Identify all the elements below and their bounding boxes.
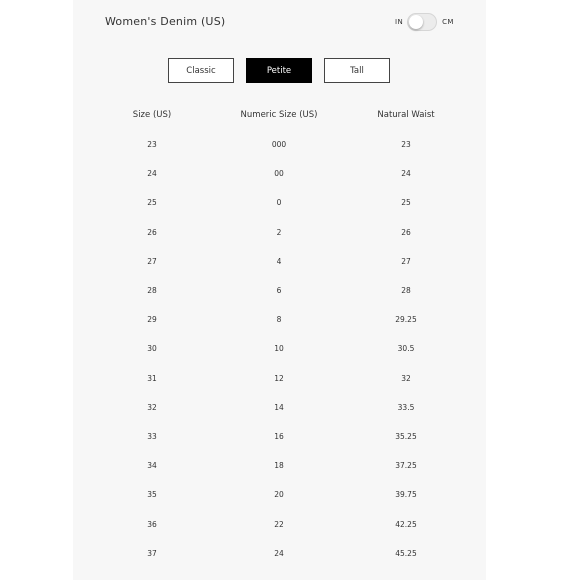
size-cell: 33 bbox=[147, 432, 157, 441]
unit-label-in: IN bbox=[395, 18, 404, 26]
size-cell: 35 bbox=[147, 490, 157, 500]
size-cell: 24 bbox=[147, 169, 157, 179]
column-header-natural-waist: Natural Waist bbox=[377, 110, 435, 120]
natural-waist-cell: 37.25 bbox=[395, 461, 417, 471]
page-title: Women's Denim (US) bbox=[105, 15, 226, 28]
natural-waist-cell: 39.75 bbox=[395, 490, 417, 500]
numeric-size-cell: 14 bbox=[274, 402, 284, 412]
unit-toggle[interactable] bbox=[395, 12, 454, 32]
size-cell: 31 bbox=[147, 373, 157, 383]
natural-waist-cell: 24 bbox=[401, 169, 411, 179]
size-cell: 27 bbox=[147, 256, 157, 266]
numeric-size-cell: 24 bbox=[274, 548, 284, 558]
unit-switch[interactable] bbox=[407, 13, 437, 31]
natural-waist-cell: 33.5 bbox=[397, 402, 415, 412]
natural-waist-cell: 32 bbox=[401, 373, 411, 383]
numeric-size-cell: 2 bbox=[276, 227, 282, 237]
natural-waist-cell: 23 bbox=[401, 140, 411, 149]
fit-tabs bbox=[168, 58, 390, 83]
size-cell: 36 bbox=[147, 519, 157, 529]
numeric-size-cell: 000 bbox=[271, 140, 287, 149]
natural-waist-cell: 45.25 bbox=[395, 548, 417, 558]
numeric-size-cell: 8 bbox=[276, 315, 282, 325]
numeric-size-cell: 22 bbox=[274, 519, 284, 529]
natural-waist-cell: 35.25 bbox=[395, 432, 417, 441]
numeric-size-cell: 6 bbox=[276, 286, 282, 295]
numeric-size-cell: 10 bbox=[274, 344, 284, 354]
natural-waist-cell: 27 bbox=[401, 256, 411, 266]
numeric-size-cell: 16 bbox=[274, 432, 284, 441]
numeric-size-cell: 20 bbox=[274, 490, 284, 500]
natural-waist-cell: 25 bbox=[401, 198, 411, 208]
tab-classic[interactable]: Classic bbox=[168, 58, 234, 83]
size-cell: 23 bbox=[147, 140, 157, 149]
natural-waist-cell: 29.25 bbox=[395, 315, 417, 325]
size-cell: 28 bbox=[147, 286, 157, 295]
size-chart-panel bbox=[73, 0, 486, 580]
column-header-size: Size (US) bbox=[132, 110, 172, 120]
size-cell: 32 bbox=[147, 402, 157, 412]
size-cell: 29 bbox=[147, 315, 157, 325]
numeric-size-cell: 4 bbox=[276, 256, 282, 266]
numeric-size-cell: 0 bbox=[276, 198, 282, 208]
numeric-size-cell: 18 bbox=[274, 461, 284, 471]
size-cell: 37 bbox=[147, 548, 157, 558]
unit-label-cm: CM bbox=[442, 18, 454, 26]
natural-waist-cell: 30.5 bbox=[397, 344, 415, 354]
natural-waist-cell: 42.25 bbox=[395, 519, 417, 529]
size-cell: 30 bbox=[147, 344, 157, 354]
size-cell: 25 bbox=[147, 198, 157, 208]
numeric-size-cell: 12 bbox=[274, 373, 284, 383]
size-cell: 26 bbox=[147, 227, 157, 237]
natural-waist-cell: 28 bbox=[401, 286, 411, 295]
natural-waist-cell: 26 bbox=[401, 227, 411, 237]
tab-tall[interactable]: Tall bbox=[324, 58, 390, 83]
size-cell: 34 bbox=[147, 461, 157, 471]
numeric-size-cell: 00 bbox=[274, 169, 284, 179]
switch-knob[interactable] bbox=[409, 15, 423, 29]
tab-petite[interactable]: Petite bbox=[246, 58, 312, 83]
column-header-numeric-size: Numeric Size (US) bbox=[240, 110, 318, 120]
